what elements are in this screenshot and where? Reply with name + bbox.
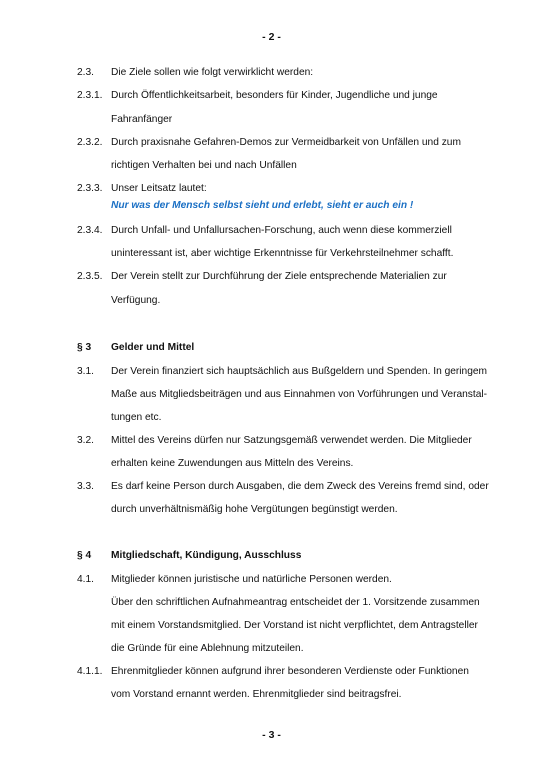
- item-text: erhalten keine Zuwendungen aus Mitteln des Vereins.: [111, 458, 354, 469]
- item-text: Ehrenmitglieder können aufgrund ihrer besonderen Verdienste oder Funktionen: [111, 666, 469, 677]
- item-text: vom Vorstand ernannt werden. Ehrenmitglieder sind beitragsfrei.: [111, 689, 402, 700]
- item-number: 2.3.5.: [77, 271, 103, 282]
- item-text: die Gründe für eine Ablehnung mitzuteilen.: [111, 643, 304, 654]
- motto-text: Nur was der Mensch selbst sieht und erlebt, sieht er auch ein !: [111, 200, 414, 211]
- item-text: Mitglieder können juristische und natürliche Personen werden.: [111, 574, 392, 585]
- item-number: 2.3.4.: [77, 225, 103, 236]
- item-text: Verfügung.: [111, 295, 161, 306]
- page-number-top: - 2 -: [262, 31, 281, 43]
- item-text: Der Verein finanziert sich hauptsächlich aus Bußgeldern und Spenden. In geringem: [111, 366, 488, 377]
- item-text: Durch Unfall- und Unfallursachen-Forschung, auch wenn diese kommerziell: [111, 225, 452, 236]
- item-text: tungen etc.: [111, 412, 162, 423]
- item-text: mit einem Vorstandsmitglied. Der Vorstand ist nicht verpflichtet, dem Antragsteller: [111, 620, 478, 631]
- item-text: Maße aus Mitgliedsbeiträgen und aus Einnahmen von Vorführungen und Veranstal-: [111, 389, 488, 400]
- section-title: Gelder und Mittel: [111, 342, 195, 353]
- item-text: uninteressant ist, aber wichtige Erkenntnisse für Verkehrsteilnehmer schafft.: [111, 248, 454, 259]
- item-number: 2.3.1.: [77, 90, 103, 101]
- item-text: Mittel des Vereins dürfen nur Satzungsgemäß verwendet werden. Die Mitglieder: [111, 435, 472, 446]
- item-text: richtigen Verhalten bei und nach Unfällen: [111, 160, 297, 171]
- item-text: Durch Öffentlichkeitsarbeit, besonders für Kinder, Jugendliche und junge: [111, 90, 438, 101]
- item-text: Die Ziele sollen wie folgt verwirklicht werden:: [111, 67, 314, 78]
- page-number-bottom: - 3 -: [262, 729, 281, 741]
- section-number: § 3: [77, 342, 92, 353]
- item-text: Es darf keine Person durch Ausgaben, die dem Zweck des Vereins fremd sind, oder: [111, 481, 489, 492]
- item-number: 2.3.2.: [77, 137, 103, 148]
- item-number: 3.3.: [77, 481, 94, 492]
- item-number: 4.1.: [77, 574, 94, 585]
- item-number: 3.2.: [77, 435, 94, 446]
- item-number: 2.3.: [77, 67, 94, 78]
- item-text: Unser Leitsatz lautet:: [111, 183, 207, 194]
- item-number: 4.1.1.: [77, 666, 103, 677]
- item-text: Durch praxisnahe Gefahren-Demos zur Vermeidbarkeit von Unfällen und zum: [111, 137, 461, 148]
- section-number: § 4: [77, 550, 92, 561]
- item-number: 2.3.3.: [77, 183, 103, 194]
- item-text: Über den schriftlichen Aufnahmeantrag entscheidet der 1. Vorsitzende zusammen: [111, 597, 480, 608]
- section-title: Mitgliedschaft, Kündigung, Ausschluss: [111, 550, 302, 561]
- item-number: 3.1.: [77, 366, 94, 377]
- item-text: Fahranfänger: [111, 114, 173, 125]
- item-text: Der Verein stellt zur Durchführung der Ziele entsprechende Materialien zur: [111, 271, 447, 282]
- item-text: durch unverhältnismäßig hohe Vergütungen begünstigt werden.: [111, 504, 398, 515]
